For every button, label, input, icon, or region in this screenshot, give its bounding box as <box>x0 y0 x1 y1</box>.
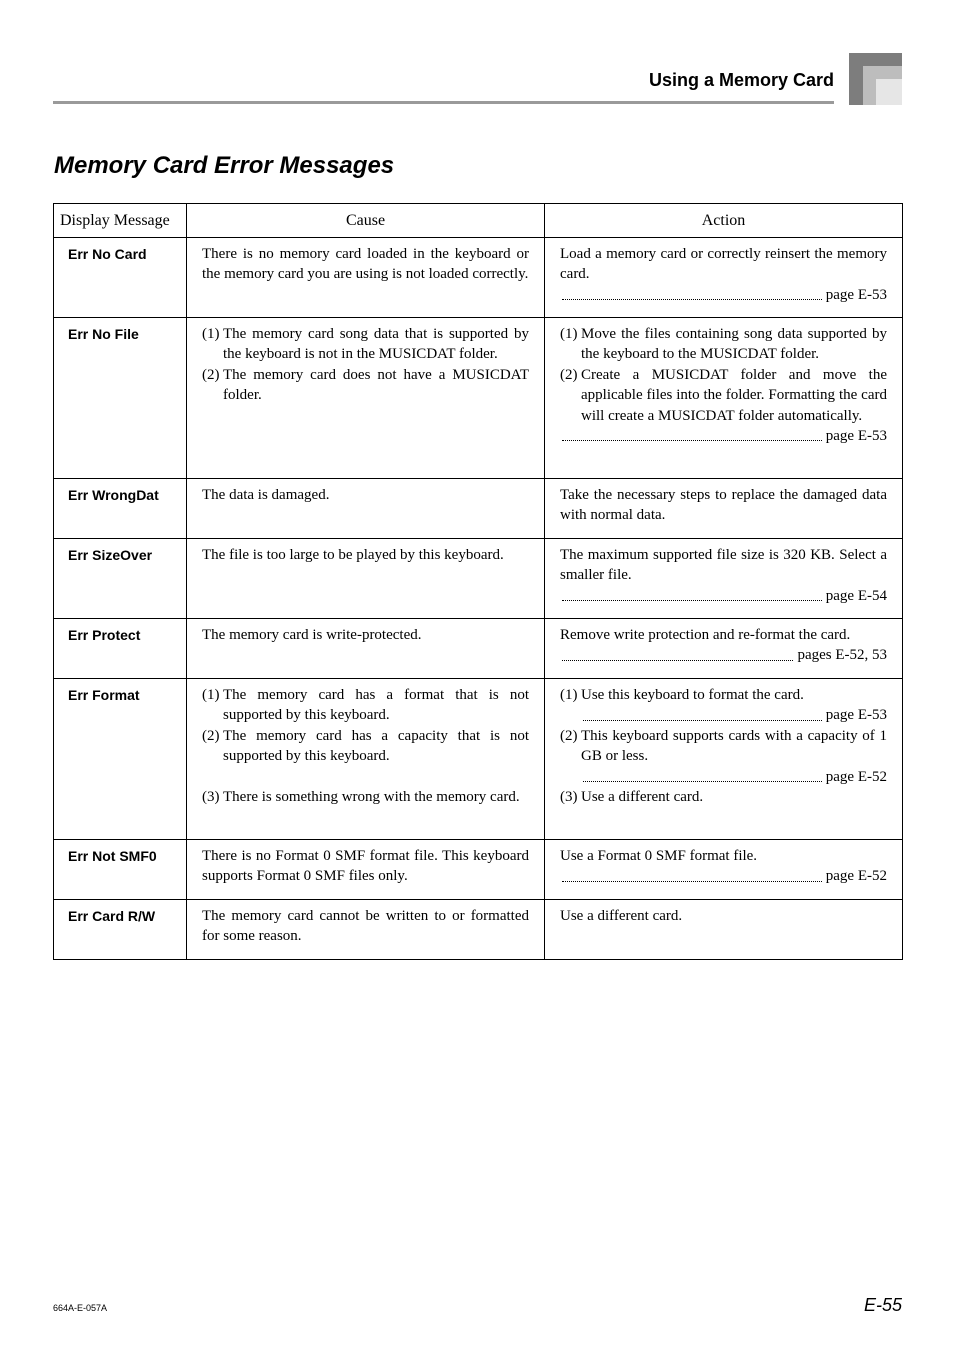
cause-cell <box>187 479 545 539</box>
cause-cell <box>187 679 545 840</box>
table-row <box>54 318 903 479</box>
header-cause: Cause <box>187 204 545 238</box>
cause-item: (3) There is something wrong with the memory card. <box>202 788 520 805</box>
display-message: Err Card R/W <box>54 900 187 960</box>
page-reference-label: page E-52 <box>825 768 887 785</box>
header-rule <box>53 101 834 104</box>
page-reference <box>560 586 887 606</box>
table-header-row <box>54 204 903 238</box>
cause-text: The memory card is write-protected. <box>202 627 422 643</box>
error-messages-table <box>53 203 903 960</box>
action-item: (2) Create a MUSICDAT folder and move the applicable files into the folder. Formatting the card will create a MUSICDAT folder automatically. <box>560 366 887 424</box>
action-text: Remove write protection and re-format the card. <box>560 627 851 643</box>
table-row <box>54 238 903 318</box>
section-title: Using a Memory Card <box>648 70 834 90</box>
cause-cell <box>187 619 545 679</box>
action-text: Use a Format 0 SMF format file. <box>560 848 758 864</box>
page-reference-label: pages E-52, 53 <box>797 647 887 664</box>
page-reference <box>560 426 887 446</box>
cause-cell <box>187 238 545 318</box>
table-row <box>54 900 903 960</box>
page-reference <box>560 866 887 886</box>
page-reference <box>560 645 887 665</box>
cause-cell <box>187 900 545 960</box>
action-cell <box>545 840 903 900</box>
action-cell <box>545 238 903 318</box>
page-reference-label: page E-53 <box>825 428 887 445</box>
action-item: (1) Use this keyboard to format the card. <box>560 687 804 703</box>
cause-item: (1) The memory card has a format that is not supported by this keyboard. <box>202 687 529 724</box>
action-cell <box>545 619 903 679</box>
page-reference-label: page E-53 <box>825 707 887 724</box>
action-cell <box>545 900 903 960</box>
table-row <box>54 539 903 619</box>
cause-item: (2) The memory card does not have a MUSICDAT folder. <box>202 366 529 404</box>
action-text: The maximum supported file size is 320 KB. Select a smaller file. <box>560 547 887 584</box>
table-row <box>54 619 903 679</box>
action-item: (2) This keyboard supports cards with a capacity of 1 GB or less. <box>560 727 887 765</box>
display-message: Err SizeOver <box>54 539 187 619</box>
document-code: 664A-E-057A <box>53 1303 108 1313</box>
table-row <box>54 679 903 840</box>
table-row <box>54 479 903 539</box>
action-item: (1) Move the files containing song data supported by the keyboard to the MUSICDAT folder. <box>560 326 887 363</box>
page-number: E-55 <box>863 1295 902 1315</box>
action-text: Take the necessary steps to replace the damaged data with normal data. <box>560 487 887 524</box>
page-reference-label: page E-52 <box>825 868 887 885</box>
cause-cell <box>187 539 545 619</box>
action-text: Load a memory card or correctly reinsert the memory card. <box>560 246 887 283</box>
cause-cell <box>187 840 545 900</box>
cause-text: The file is too large to be played by this keyboard. <box>202 547 504 563</box>
display-message: Err No File <box>54 318 187 479</box>
corner-tab-light <box>876 79 902 105</box>
cause-item: (1) The memory card song data that is supported by the keyboard is not in the MUSICDAT folder. <box>202 326 529 363</box>
action-cell <box>545 679 903 840</box>
display-message: Err Not SMF0 <box>54 840 187 900</box>
action-cell <box>545 479 903 539</box>
page-reference-label: page E-53 <box>825 286 887 303</box>
cause-cell <box>187 318 545 479</box>
page-title: Memory Card Error Messages <box>54 152 395 179</box>
display-message: Err WrongDat <box>54 479 187 539</box>
page-reference <box>560 705 887 725</box>
table-row <box>54 840 903 900</box>
cause-text: There is no memory card loaded in the keyboard or the memory card you are using is not loaded correctly. <box>202 246 529 283</box>
action-cell <box>545 539 903 619</box>
action-item: (3) Use a different card. <box>560 789 704 806</box>
header-action: Action <box>545 204 903 238</box>
page-reference <box>560 767 887 787</box>
display-message: Err Protect <box>54 619 187 679</box>
cause-text: The data is damaged. <box>202 487 330 503</box>
page-reference-label: page E-54 <box>825 587 887 604</box>
action-cell <box>545 318 903 479</box>
cause-text: The memory card cannot be written to or formatted for some reason. <box>202 908 529 945</box>
action-text: Use a different card. <box>560 908 683 924</box>
page-reference <box>560 285 887 305</box>
cause-text: There is no Format 0 SMF format file. This keyboard supports Format 0 SMF files only. <box>202 848 529 885</box>
cause-item: (2) The memory card has a capacity that is not supported by this keyboard. <box>202 727 529 765</box>
display-message: Err Format <box>54 679 187 840</box>
header-display-message: Display Message <box>54 204 187 238</box>
display-message: Err No Card <box>54 238 187 318</box>
